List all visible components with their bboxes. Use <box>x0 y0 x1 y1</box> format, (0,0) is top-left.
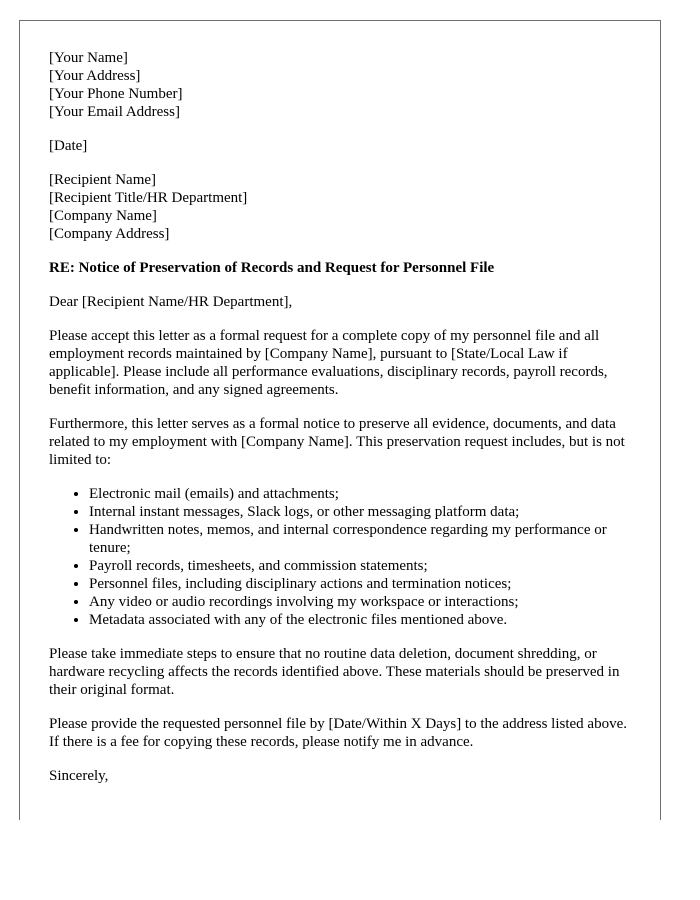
list-item: • Metadata associated with any of the electronic files mentioned above. <box>89 611 639 629</box>
recipient-title: [Recipient Title/HR Department] <box>49 190 248 206</box>
letter-date: [Date] <box>49 138 88 154</box>
recipient-company: [Company Name] <box>49 208 157 224</box>
list-item: • Payroll records, timesheets, and commission statements; <box>89 557 639 575</box>
letter-page <box>19 20 661 820</box>
preservation-list <box>49 485 639 629</box>
paragraph-request: Please accept this letter as a formal request for a complete copy of my personnel file and all employment records maintained by [Company Name], pursuant to [State/Local Law if applicable]. Please include all performance evaluations, disciplinary records, payroll records, benefit information, and any signed agreements. <box>49 328 608 398</box>
paragraph-preservation: Furthermore, this letter serves as a formal notice to preserve all evidence, documents, and data related to my employment with [Company Name]. This preservation request includes, but is not limited to: <box>49 416 625 468</box>
sender-block <box>49 49 639 121</box>
list-item: • Handwritten notes, memos, and internal correspondence regarding my performance or tenure; <box>89 521 639 557</box>
list-item: • Any video or audio recordings involving my workspace or interactions; <box>89 593 639 611</box>
sender-address: [Your Address] <box>49 68 141 84</box>
closing: Sincerely, <box>49 768 109 784</box>
recipient-block <box>49 171 639 243</box>
letter-content <box>49 49 639 801</box>
list-item: • Electronic mail (emails) and attachments; <box>89 485 639 503</box>
salutation: Dear [Recipient Name/HR Department], <box>49 294 293 310</box>
subject-line: RE: Notice of Preservation of Records and Request for Personnel File <box>49 260 495 276</box>
paragraph-steps: Please take immediate steps to ensure that no routine data deletion, document shredding, or hardware recycling affects the records identified above. These materials should be preserved in their original format. <box>49 646 620 698</box>
sender-phone: [Your Phone Number] <box>49 86 183 102</box>
sender-name: [Your Name] <box>49 50 128 66</box>
list-item: • Personnel files, including disciplinary actions and termination notices; <box>89 575 639 593</box>
list-item: • Internal instant messages, Slack logs, or other messaging platform data; <box>89 503 639 521</box>
recipient-name: [Recipient Name] <box>49 172 157 188</box>
paragraph-deadline: Please provide the requested personnel file by [Date/Within X Days] to the address listed above. If there is a fee for copying these records, please notify me in advance. <box>49 716 627 750</box>
recipient-address: [Company Address] <box>49 226 170 242</box>
sender-email: [Your Email Address] <box>49 104 180 120</box>
